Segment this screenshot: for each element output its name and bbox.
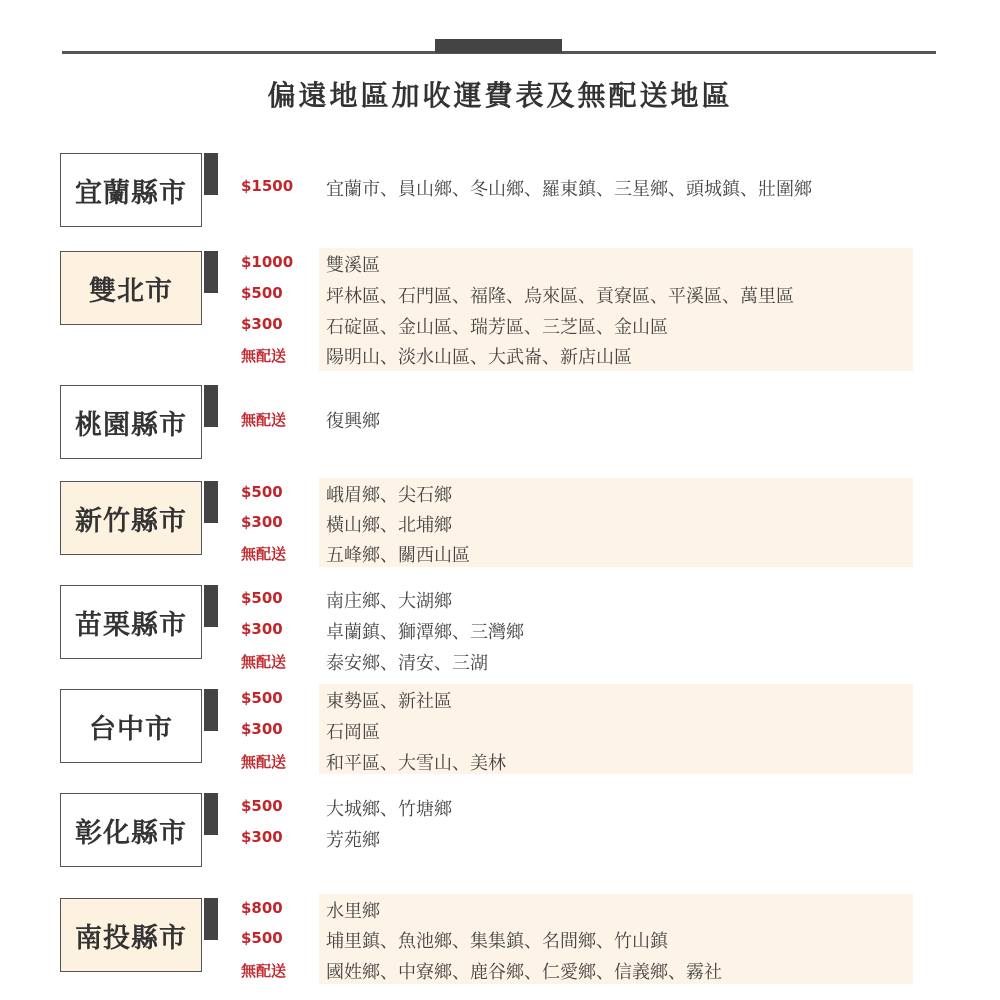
fee-price: $1000 (241, 253, 294, 271)
fee-row (0, 404, 1000, 435)
fee-areas: 復興鄉 (326, 411, 380, 432)
fee-areas: 泰安鄉、清安、三湖 (326, 653, 488, 674)
fee-row (0, 684, 1000, 715)
fee-price: 無配送 (241, 653, 287, 671)
fee-price: $1500 (241, 177, 294, 195)
city-label-taichung: 台中市 (60, 689, 202, 763)
fee-price: $500 (241, 589, 283, 607)
fee-areas: 陽明山、淡水山區、大武崙、新店山區 (326, 347, 632, 368)
fee-row (0, 538, 1000, 569)
fee-price: $300 (241, 828, 283, 846)
fee-price: $500 (241, 689, 283, 707)
fee-row (0, 715, 1000, 746)
fee-areas: 石岡區 (326, 722, 380, 743)
city-label-changhua: 彰化縣市 (60, 793, 202, 867)
top-tab-decoration (435, 39, 562, 53)
city-label-yilan: 宜蘭縣市 (60, 153, 202, 227)
fee-areas: 橫山鄉、北埔鄉 (326, 515, 452, 536)
fee-areas: 石碇區、金山區、瑞芳區、三芝區、金山區 (326, 317, 668, 338)
fee-price: 無配送 (241, 411, 287, 429)
fee-row (0, 646, 1000, 677)
fee-row (0, 508, 1000, 539)
fee-price: 無配送 (241, 753, 287, 771)
fee-price: $300 (241, 720, 283, 738)
fee-row (0, 792, 1000, 823)
fee-areas: 國姓鄉、中寮鄉、鹿谷鄉、仁愛鄉、信義鄉、霧社 (326, 962, 722, 983)
fee-areas: 坪林區、石門區、福隆、烏來區、貢寮區、平溪區、萬里區 (326, 286, 794, 307)
fee-areas: 芳苑鄉 (326, 830, 380, 851)
fee-price: $300 (241, 513, 283, 531)
fee-areas: 五峰鄉、關西山區 (326, 545, 470, 566)
fee-areas: 埔里鎮、魚池鄉、集集鎮、名間鄉、竹山鎮 (326, 931, 668, 952)
fee-row (0, 478, 1000, 509)
fee-row (0, 746, 1000, 777)
fee-areas: 峨眉鄉、尖石鄉 (326, 485, 452, 506)
fee-row (0, 955, 1000, 986)
fee-row (0, 615, 1000, 646)
city-label-miaoli: 苗栗縣市 (60, 585, 202, 659)
fee-row (0, 248, 1000, 279)
city-label-nantou: 南投縣市 (60, 898, 202, 972)
fee-row (0, 310, 1000, 341)
city-label-hsinchu: 新竹縣市 (60, 481, 202, 555)
fee-row (0, 584, 1000, 615)
fee-price: $300 (241, 315, 283, 333)
fee-areas: 卓蘭鎮、獅潭鄉、三灣鄉 (326, 622, 524, 643)
fee-price: $500 (241, 284, 283, 302)
fee-row (0, 172, 1000, 203)
fee-areas: 宜蘭市、員山鄉、冬山鄉、羅東鎮、三星鄉、頭城鎮、壯圍鄉 (326, 179, 812, 200)
fee-areas: 和平區、大雪山、美林 (326, 753, 506, 774)
fee-price: 無配送 (241, 962, 287, 980)
fee-row (0, 823, 1000, 854)
fee-row (0, 340, 1000, 371)
fee-areas: 東勢區、新社區 (326, 691, 452, 712)
fee-row (0, 279, 1000, 310)
page-title: 偏遠地區加收運費表及無配送地區 (267, 79, 733, 112)
fee-row (0, 924, 1000, 955)
city-label-shuangbei: 雙北市 (60, 251, 202, 325)
fee-price: 無配送 (241, 347, 287, 365)
fee-price: $500 (241, 797, 283, 815)
fee-price: $500 (241, 929, 283, 947)
fee-areas: 大城鄉、竹塘鄉 (326, 799, 452, 820)
fee-row (0, 894, 1000, 925)
fee-price: $500 (241, 483, 283, 501)
city-label-taoyuan: 桃園縣市 (60, 385, 202, 459)
fee-price: $800 (241, 899, 283, 917)
fee-areas: 水里鄉 (326, 901, 380, 922)
fee-price: $300 (241, 620, 283, 638)
fee-areas: 南庄鄉、大湖鄉 (326, 591, 452, 612)
fee-areas: 雙溪區 (326, 255, 380, 276)
fee-price: 無配送 (241, 545, 287, 563)
